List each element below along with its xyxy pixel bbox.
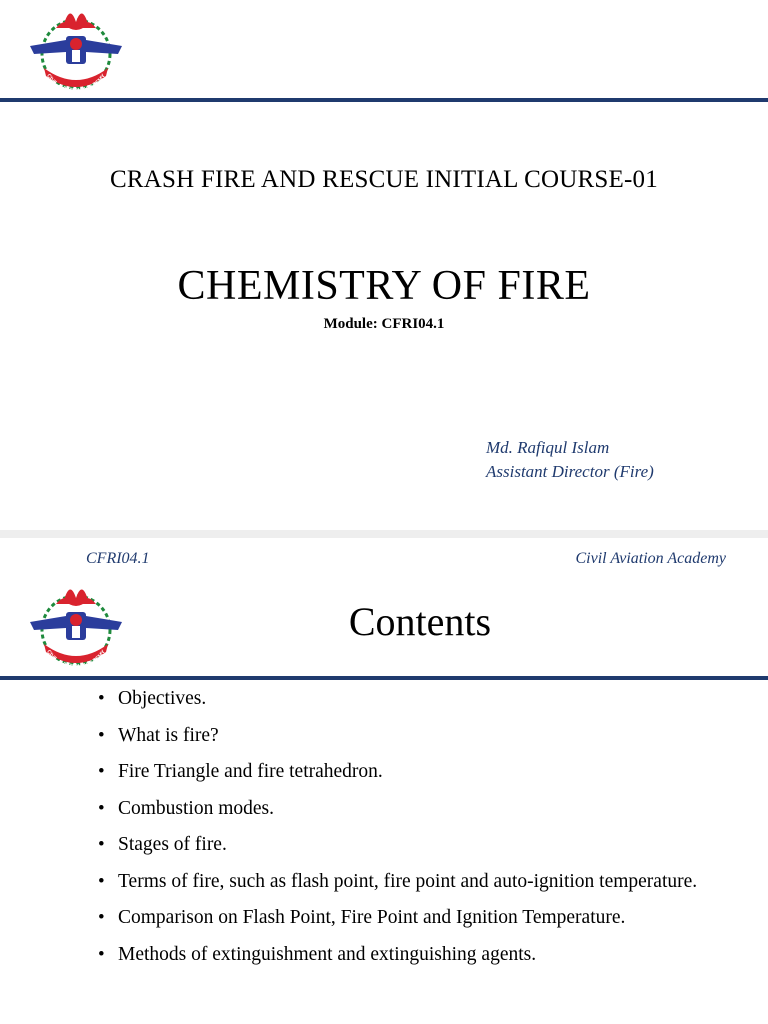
list-item: • Combustion modes.: [98, 796, 728, 822]
academy-logo: [26, 578, 126, 674]
author-role: Assistant Director (Fire): [486, 462, 654, 481]
list-item: • What is fire?: [98, 723, 728, 749]
list-item: • Comparison on Flash Point, Fire Point and Ignition Temperature.: [98, 905, 728, 931]
contents-list: [98, 686, 728, 978]
contents-slide: [0, 538, 768, 1024]
author-name: Md. Rafiqul Islam: [486, 438, 610, 457]
list-item: • Methods of extinguishment and extinguishing agents.: [98, 942, 728, 968]
header-divider: [0, 98, 768, 102]
list-item: • Stages of fire.: [98, 832, 728, 858]
module-code: Module: CFRI04.1: [323, 316, 445, 332]
list-item: • Fire Triangle and fire tetrahedron.: [98, 759, 728, 785]
contents-title: Contents: [348, 599, 492, 644]
header-divider: [0, 676, 768, 680]
civil-aviation-academy-logo-icon: [26, 2, 126, 98]
author-block: [486, 436, 654, 484]
module-header: CFRI04.1: [86, 550, 150, 567]
slide-separator: [0, 530, 768, 538]
page-title: CHEMISTRY OF FIRE: [177, 263, 591, 309]
svg-text:CIVIL AVIATION ACADEMY: CIVIL AVIATION ACADEMY: [45, 73, 107, 95]
academy-logo: [26, 2, 126, 98]
course-title: CRASH FIRE AND RESCUE INITIAL COURSE-01: [110, 166, 658, 193]
list-item: • Terms of fire, such as flash point, fire point and auto-ignition temperature.: [98, 869, 728, 895]
list-item: • Objectives.: [98, 686, 728, 712]
svg-text:CIVIL AVIATION ACADEMY: CIVIL AVIATION ACADEMY: [45, 649, 107, 671]
civil-aviation-academy-logo-icon: [26, 578, 126, 674]
organization-header: Civil Aviation Academy: [575, 550, 726, 567]
